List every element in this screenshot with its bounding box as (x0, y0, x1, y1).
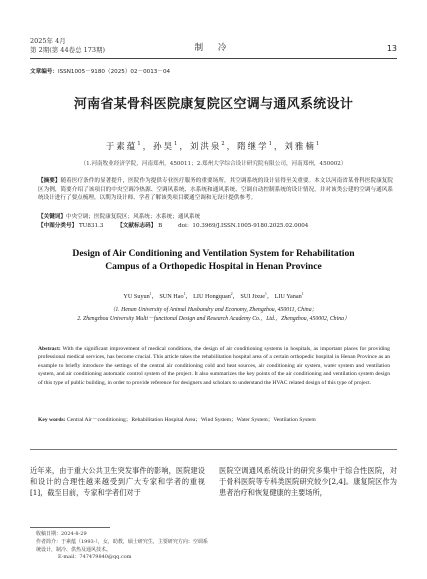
english-title (0, 247, 427, 273)
author-affil-mark: 1 (315, 141, 322, 148)
author-name: LIU Yanan (274, 293, 302, 300)
author-name: 孙昊 (153, 142, 175, 152)
author-affil-mark: 1 (149, 291, 152, 296)
issue-number: 第 2期(第 44卷总 173期) (30, 46, 106, 54)
doi: doi：10.3969/J.ISSN.1005-9180.2025.02.0004 (178, 223, 309, 229)
doc-code-value: B (158, 223, 163, 229)
author-affil-mark: 1 (301, 291, 304, 296)
chinese-authors: 于素蕴$^1$，孙昊$^1$，刘洪泉$^2$，隋继学$^1$，刘雅楠$^1$ (105, 141, 322, 152)
author-affil-mark: 1 (183, 291, 186, 296)
body-right-column: 医院空调通风系统设计的研究多集中于综合性医院，对于骨科医院等专科类医院研究较少[2,4]。康复院区作为患者治疗和恢复健康的主要场所， (219, 466, 397, 497)
author-name: 隋继学 (237, 142, 269, 152)
english-keywords (38, 416, 390, 424)
english-affiliation (20, 306, 407, 324)
english-authors: YU Suyun$^1$， SUN Hao$^1$， LIU Hongquan$^2$， SUI Jixue$^1$， LIU Yanan$^1$ (123, 291, 304, 300)
classification-line (38, 222, 393, 231)
author-affil-mark: 2 (230, 291, 233, 296)
author-name: LIU Hongquan (193, 293, 231, 300)
page-number: 13 (386, 44, 397, 53)
english-title-line: Design of Air Conditioning and Ventilation System for Rehabilitation (72, 248, 355, 259)
chinese-title: 河南省某骨科医院康复院区空调与通风系统设计 (73, 97, 354, 112)
author-affil-mark: 1 (264, 291, 267, 296)
author-affil-mark: 2 (221, 141, 227, 148)
author-name: 刘雅楠 (284, 142, 316, 152)
issue-date: 2025年 4月 (30, 37, 66, 45)
footnote-divider (30, 527, 110, 528)
section-divider (30, 449, 397, 450)
author-name: 于素蕴 (105, 142, 138, 152)
keywords-label: Key words: (38, 417, 66, 423)
author-name: SUN Hao (159, 293, 184, 300)
article-number (30, 67, 170, 75)
header-divider (30, 58, 397, 59)
abstract-label: 【摘要】 (38, 178, 61, 184)
author-affil-mark: 1 (137, 141, 143, 148)
article-number-label: 文章编号： (30, 69, 58, 75)
chinese-affiliation: （1.河南牧业经济学院，河南郑州，450011；2.郑州大学综合设计研究院有限公司，河南郑州，450002） (80, 161, 347, 167)
author-bio: 作者简介：于素蕴（1993-），女，助教，硕士研究生，主要研究方向：空调系统设计，制冷、供热及通风技术。 (36, 538, 208, 553)
author-email: E-mail：747479840@qq.com (58, 554, 132, 561)
author-name: SUI Jixue (240, 293, 265, 300)
received-date: 收稿日期：2024-8-29 (36, 531, 87, 537)
english-abstract (38, 345, 390, 387)
article-number-value: ISSN1005－9180（2025）02－0013－04 (57, 69, 171, 75)
abstract-text: 随着医疗条件的显著提升，医院作为提供专业医疗服务的重要场所，其空调系统的设计显得至关重要。本文以河南省某骨科医院康复院区为例，简要介绍了该项目的中央空调冷热源、空调风系统、水系统和通风系统、空调自动控制系统的设计情况，并对该类公建的空调与通风系统设计进行了要点梳理，以期为设计师、学者了解该类项目暖通空调和无设计提供参考。 (38, 178, 393, 202)
author-affil-mark: 1 (174, 141, 180, 148)
abstract-text: With the significant improvement of medical conditions, the design of air conditioning systems in hospitals, as important places for providing professional medical services, has become crucial. This article takes the rehabilitation hospital area of a certain orthopedic hospital in Henan Province as an example to briefly introduce the settings of the central air conditioning cold and heat sources, air conditioning air system, water system and ventilation system, and air conditioning automatic control system of the project. It also summarizes the key points of the air conditioning and ventilation system design of this type of public building, in order to provide reference for designers and scholars to understand the HVAC related design of this type of project. (38, 346, 390, 386)
clc-value: TU831.3 (78, 223, 104, 229)
clc-label: 【中图分类号】 (38, 223, 78, 229)
author-name: YU Suyun (123, 293, 150, 300)
keywords-text: Central Air－conditioning；Rehabilitation Hospital Area；Wind System；Water System；Ventilation System (66, 417, 316, 423)
english-affiliation-line: 2. Zhengzhou University Multi－functional Design and Research Academy Co.，Ltd.，Zhengzhou, 450002, China） (77, 315, 350, 322)
abstract-label: Abstract: (38, 346, 61, 352)
journal-name: 制 冷 (194, 43, 233, 53)
english-title-line: Campus of a Orthopedic Hospital in Henan Province (105, 261, 322, 272)
footnote (36, 531, 211, 562)
english-affiliation-line: （1. Henan University of Animal Husbandry and Economy, Zhengzhou, 450011, China； (109, 307, 318, 313)
author-name: 刘洪泉 (189, 142, 222, 152)
keywords-text: 中央空调；医院康复院区；风系统；水系统；通风系统 (65, 214, 201, 220)
chinese-keywords (38, 213, 393, 222)
chinese-abstract (38, 177, 393, 203)
author-affil-mark: 1 (268, 141, 274, 148)
doc-code-label: 【文献标志码】 (117, 223, 157, 229)
body-left-column: 近年来，由于重大公共卫生突发事件的影响，医院建设和设计的合理性越来越受到广大专家和学者的重视[1]，截至目前，专家和学者们对于 (30, 466, 205, 497)
keywords-label: 【关键词】 (38, 214, 66, 220)
